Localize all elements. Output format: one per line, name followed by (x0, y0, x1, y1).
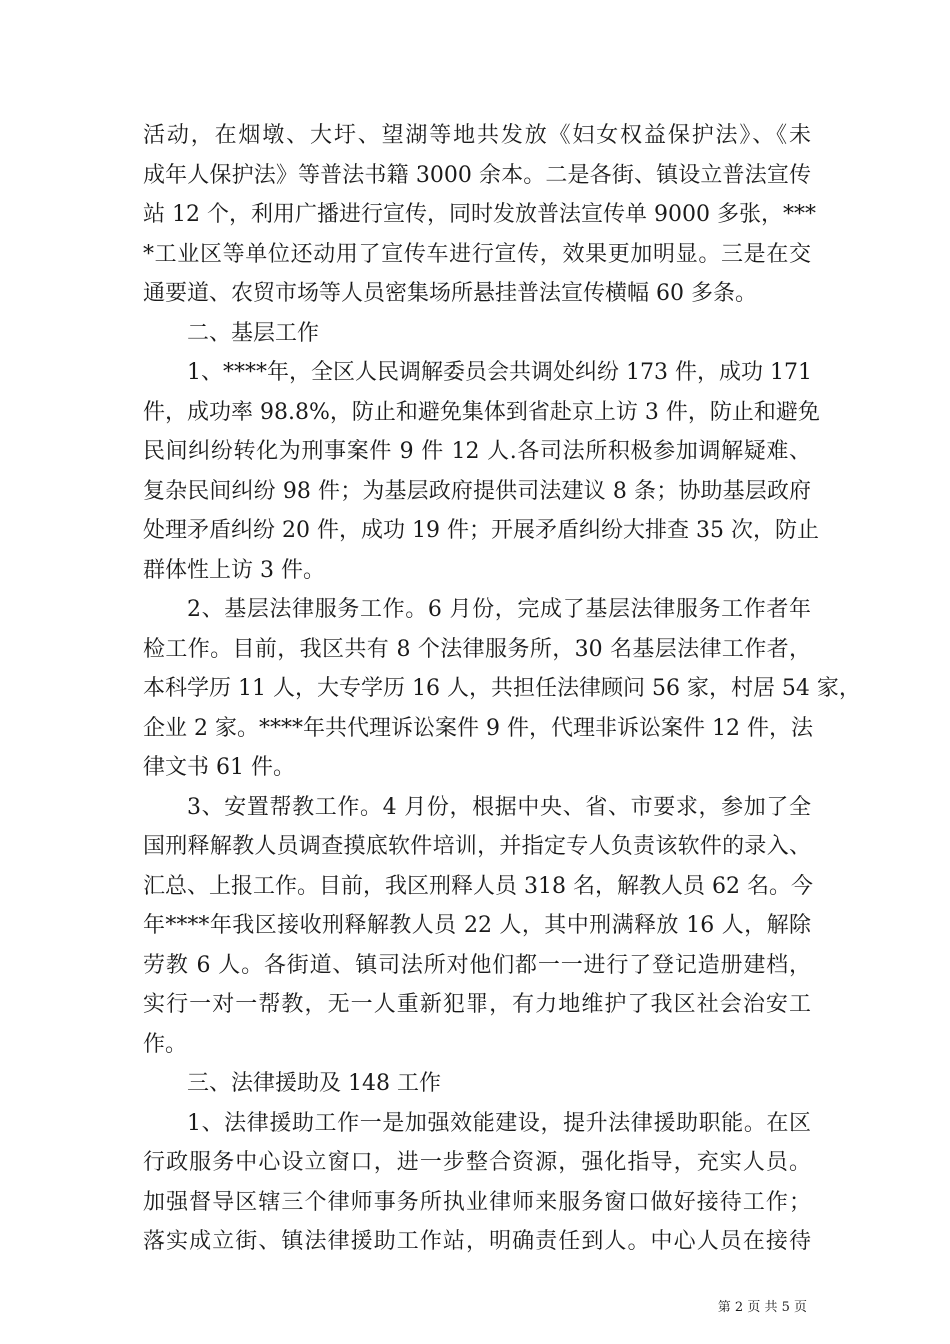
text-line: 群体性上访 3 件。 (143, 557, 325, 583)
text-line: 年****年我区接收刑释解教人员 22 人，其中刑满释放 16 人，解除 (143, 913, 811, 938)
text-line: 实行一对一帮教，无一人重新犯罪，有力地维护了我区社会治安工 (143, 992, 811, 1017)
text-line: 本科学历 11 人，大专学历 16 人，共担任法律顾问 56 家，村居 54 家， (143, 676, 861, 701)
text-line: 2、基层法律服务工作。6 月份，完成了基层法律服务工作者年 (187, 597, 811, 622)
text-line: 1、****年，全区人民调解委员会共调处纠纷 173 件，成功 171 (187, 360, 812, 385)
text-line: 企业 2 家。****年共代理诉讼案件 9 件，代理非诉讼案件 12 件，法 (143, 715, 813, 741)
text-line: 件，成功率 98.8%，防止和避免集体到省赴京上访 3 件，防止和避免 (143, 399, 820, 425)
text-line: 作。 (143, 1031, 188, 1057)
text-line: *工业区等单位还动用了宣传车进行宣传，效果更加明显。三是在交 (143, 241, 811, 267)
text-line: 行政服务中心设立窗口，进一步整合资源，强化指导，充实人员。 (143, 1150, 811, 1175)
body-text (143, 116, 861, 1262)
text-line: 国刑释解教人员调查摸底软件培训，并指定专人负责该软件的录入、 (143, 834, 811, 859)
text-line: 1、法律援助工作一是加强效能建设，提升法律援助职能。在区 (187, 1110, 811, 1136)
text-line: 站 12 个，利用广播进行宣传，同时发放普法宣传单 9000 多张，*** (143, 202, 816, 227)
text-line: 落实成立街、镇法律援助工作站，明确责任到人。中心人员在接待 (143, 1229, 811, 1254)
text-line: 处理矛盾纠纷 20 件，成功 19 件；开展矛盾纠纷大排查 35 次，防止 (143, 518, 819, 543)
text-line: 律文书 61 件。 (143, 755, 295, 780)
section-heading: 三、法律援助及 148 工作 (187, 1071, 441, 1096)
text-line: 成年人保护法》等普法书籍 3000 余本。二是各街、镇设立普法宣传 (143, 162, 811, 188)
text-line: 加强督导区辖三个律师事务所执业律师来服务窗口做好接待工作； (143, 1189, 811, 1215)
text-line: 汇总、上报工作。目前，我区刑释人员 318 名，解教人员 62 名。今 (143, 873, 813, 899)
text-line: 民间纠纷转化为刑事案件 9 件 12 人.各司法所积极参加调解疑难、 (143, 439, 811, 464)
text-line: 通要道、农贸市场等人员密集场所悬挂普法宣传横幅 60 多条。 (143, 281, 757, 306)
text-line: 复杂民间纠纷 98 件；为基层政府提供司法建议 8 条；协助基层政府 (143, 478, 811, 504)
text-line: 劳教 6 人。各街道、镇司法所对他们都一一进行了登记造册建档， (143, 952, 811, 978)
text-line: 检工作。目前，我区共有 8 个法律服务所，30 名基层法律工作者， (143, 636, 811, 662)
text-line: 活动，在烟墩、大圩、望湖等地共发放《妇女权益保护法》、《未 (143, 123, 811, 148)
page-number: 第 2 页 共 5 页 (717, 1300, 807, 1315)
text-line: 3、安置帮教工作。4 月份，根据中央、省、市要求，参加了全 (187, 794, 811, 820)
page-footer (0, 1299, 950, 1317)
section-heading: 二、基层工作 (187, 320, 320, 346)
